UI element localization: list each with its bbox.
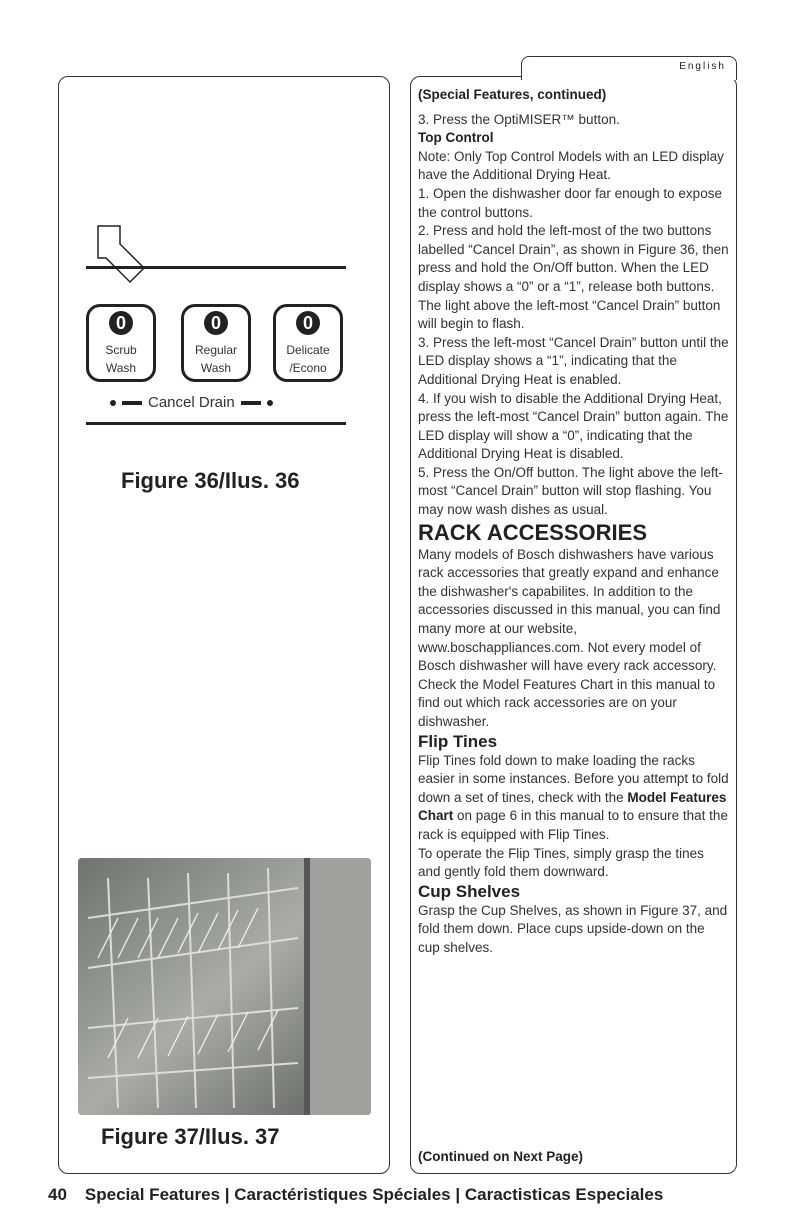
rack-accessories-text: Many models of Bosch dishwashers have various rack accessories that greatly expand and enhance the dishwasher's capabilites. In addition to the accessories discussed in this manual, you can find many more at our website, www.boschappliances.com. Not every model of Bosch dishwasher will have every rack accessory. Check the Model Features Chart in this manual to find out which rack accessories are on your dishwasher. [418,546,721,729]
right-column-content [418,86,730,958]
page-number: 40 [48,1185,67,1204]
language-label: English [679,61,726,72]
left-bar-icon [122,401,142,405]
step-5: 5. Press the On/Off button. The light above the left-most “Cancel Drain” button will stop flashing. You may now wash dishes as usual. [418,464,723,518]
figure-36 [86,222,346,442]
scrub-wash-button[interactable] [86,304,156,382]
model-features-chart-ref: Model Features Chart [418,789,727,824]
delicate-econo-indicator: 0 [296,311,320,335]
figure-36-caption: Figure 36/Ilus. 36 [121,468,300,493]
step-1: 1. Open the dishwasher door far enough to expose the control buttons. [418,185,722,220]
dishwasher-rack-image [78,858,371,1115]
bottom-rule [86,422,346,425]
scrub-wash-indicator: 0 [109,311,133,335]
left-dot-icon [110,400,116,406]
optimiser-step: 3. Press the OptiMISER™ button. [418,111,620,127]
flip-tines-text [418,752,730,845]
right-dot-icon [267,400,273,406]
top-rule [86,266,346,269]
delicate-econo-label: Delicate /Econo [286,343,330,375]
cancel-drain-row [110,394,273,411]
right-bar-icon [241,401,261,405]
step-4: 4. If you wish to disable the Additional Drying Heat, press the left-most “Cancel Drain” button again. The LED display will show a “0”, indicating that the Additional Drying Heat is disabled. [418,390,729,462]
cancel-drain-label: Cancel Drain [148,394,235,411]
arrow-icon [88,222,158,292]
scrub-wash-label: Scrub Wash [105,343,137,375]
step-2: 2. Press and hold the left-most of the two buttons labelled “Cancel Drain”, as shown in Figure 36, then press and hold the On/Off button. When the LED display shows a “0” or a “1”, release both buttons. The light above the left-most “Cancel Drain” button will begin to flash. [418,223,729,332]
figure-37-photo [78,858,371,1115]
delicate-econo-button[interactable] [273,304,343,382]
top-control-heading: Top Control [418,130,494,146]
cup-shelves-heading: Cup Shelves [418,881,521,901]
cup-shelves-text: Grasp the Cup Shelves, as shown in Figure 37, and fold them down. Place cups upside-down on the cup shelves. [418,902,728,955]
flip-text-a: Flip Tines fold down to make loading the racks easier in some instances. Before you attempt to fold down a set of tines, check with the [418,752,729,805]
section-title: (Special Features, continued) [418,87,607,102]
language-tab [521,56,737,80]
flip-tines-heading: Flip Tines [418,731,498,751]
page-footer [48,1185,663,1205]
flip-tines-text-2: To operate the Flip Tines, simply grasp the tines and gently fold them downward. [418,845,704,880]
rack-accessories-heading: RACK ACCESSORIES [418,519,647,545]
regular-wash-button[interactable] [181,304,251,382]
regular-wash-indicator: 0 [204,311,228,335]
footer-text: Special Features | Caractéristiques Spéciales | Caractisticas Especiales [84,1185,664,1204]
regular-wash-label: Regular Wash [194,343,238,375]
flip-text-b: on page 6 in this manual to to ensure that the rack is equipped with Flip Tines. [418,808,728,842]
step-3: 3. Press the left-most “Cancel Drain” button until the LED display shows a “1”, indicating that the Additional Drying Heat is enabled. [418,334,729,387]
continued-on-next-page: (Continued on Next Page) [418,1149,583,1164]
figure-37-caption: Figure 37/Ilus. 37 [101,1124,280,1149]
note-text: Note: Only Top Control Models with an LED display have the Additional Drying Heat. [418,148,724,183]
